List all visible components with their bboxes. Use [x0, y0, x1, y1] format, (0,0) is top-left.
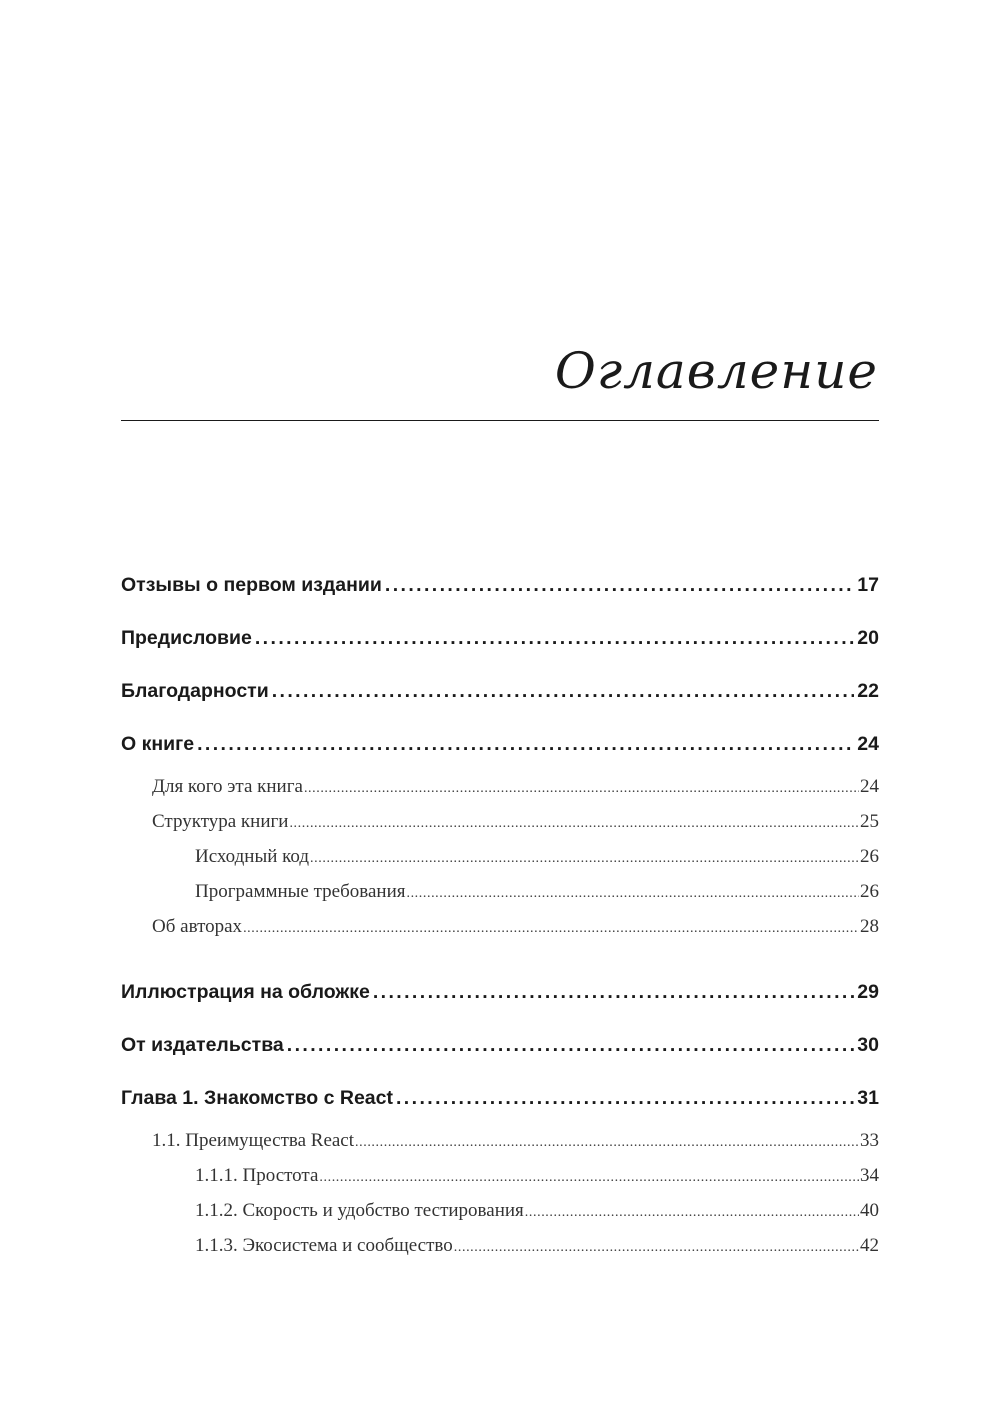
toc-entry-label: 1.1.2. Скорость и удобство тестирования: [195, 1200, 524, 1221]
toc-entry-label: Для кого эта книга: [152, 776, 303, 797]
toc-entry-1-1[interactable]: [152, 1130, 879, 1152]
toc-page-number: 20: [857, 627, 879, 649]
dot-leader: [243, 921, 859, 937]
toc-page-number: 29: [857, 981, 879, 1003]
toc-entry-label: Структура книги: [152, 811, 289, 832]
toc-entry-audience[interactable]: [152, 776, 879, 798]
dot-leader: [289, 816, 859, 832]
toc-entry-label: О книге: [121, 733, 195, 755]
dot-leader: [310, 851, 859, 867]
toc-entry-label: Предисловие: [121, 627, 252, 649]
dot-leader: [385, 574, 854, 597]
toc-entry-reviews[interactable]: [121, 574, 879, 597]
dot-leader: [255, 627, 854, 650]
toc-page-number: 28: [860, 916, 879, 937]
dot-leader: [454, 1240, 859, 1256]
toc-page-number: 26: [860, 881, 879, 902]
dot-leader: [396, 1087, 854, 1110]
toc-entry-label: Отзывы о первом издании: [121, 574, 382, 596]
toc-entry-label: От издательства: [121, 1034, 284, 1056]
toc-entry-1-1-3[interactable]: [195, 1235, 879, 1257]
toc-entry-label: Глава 1. Знакомство с React: [121, 1087, 393, 1109]
dot-leader: [406, 886, 859, 902]
toc-page-number: 33: [860, 1130, 879, 1151]
toc-page-number: 24: [860, 776, 879, 797]
toc-entry-label: Об авторах: [152, 916, 243, 937]
toc-entry-structure[interactable]: [152, 811, 879, 833]
toc-entry-preface[interactable]: [121, 627, 879, 650]
toc-page-number: 30: [857, 1034, 879, 1056]
toc-entry-1-1-2[interactable]: [195, 1200, 879, 1222]
page-title: Оглавление: [554, 342, 878, 400]
toc-entry-label: Исходный код: [195, 846, 310, 867]
toc-entry-chapter-1[interactable]: [121, 1087, 879, 1110]
toc-entry-label: 1.1.1. Простота: [195, 1165, 319, 1186]
toc-entry-1-1-1[interactable]: [195, 1165, 879, 1187]
title-divider: [121, 420, 879, 421]
toc-entry-authors[interactable]: [152, 916, 879, 938]
toc-entry-cover-illustration[interactable]: [121, 981, 879, 1004]
toc-entry-from-publisher[interactable]: [121, 1034, 879, 1057]
dot-leader: [287, 1034, 855, 1057]
toc-entry-label: Программные требования: [195, 881, 406, 902]
dot-leader: [197, 733, 854, 756]
toc-page-number: 42: [860, 1235, 879, 1256]
toc-page-number: 26: [860, 846, 879, 867]
toc-entry-about-book[interactable]: [121, 733, 879, 756]
toc-entry-acknowledgements[interactable]: [121, 680, 879, 703]
toc-entry-label: Иллюстрация на обложке: [121, 981, 370, 1003]
toc-entry-label: Благодарности: [121, 680, 269, 702]
dot-leader: [355, 1135, 859, 1151]
toc-page-number: 25: [860, 811, 879, 832]
toc-page-number: 40: [860, 1200, 879, 1221]
toc-page-number: 17: [857, 574, 879, 596]
toc-page-number: 22: [857, 680, 879, 702]
dot-leader: [525, 1205, 859, 1221]
toc-entry-source-code[interactable]: [195, 846, 879, 868]
dot-leader: [304, 781, 859, 797]
toc-page-number: 24: [857, 733, 879, 755]
toc-entry-requirements[interactable]: [195, 881, 879, 903]
dot-leader: [272, 680, 855, 703]
toc-entry-label: 1.1. Преимущества React: [152, 1130, 355, 1151]
toc-page-number: 34: [860, 1165, 879, 1186]
toc-entry-label: 1.1.3. Экосистема и сообщество: [195, 1235, 453, 1256]
dot-leader: [319, 1170, 859, 1186]
dot-leader: [373, 981, 854, 1004]
toc-page-number: 31: [857, 1087, 879, 1109]
